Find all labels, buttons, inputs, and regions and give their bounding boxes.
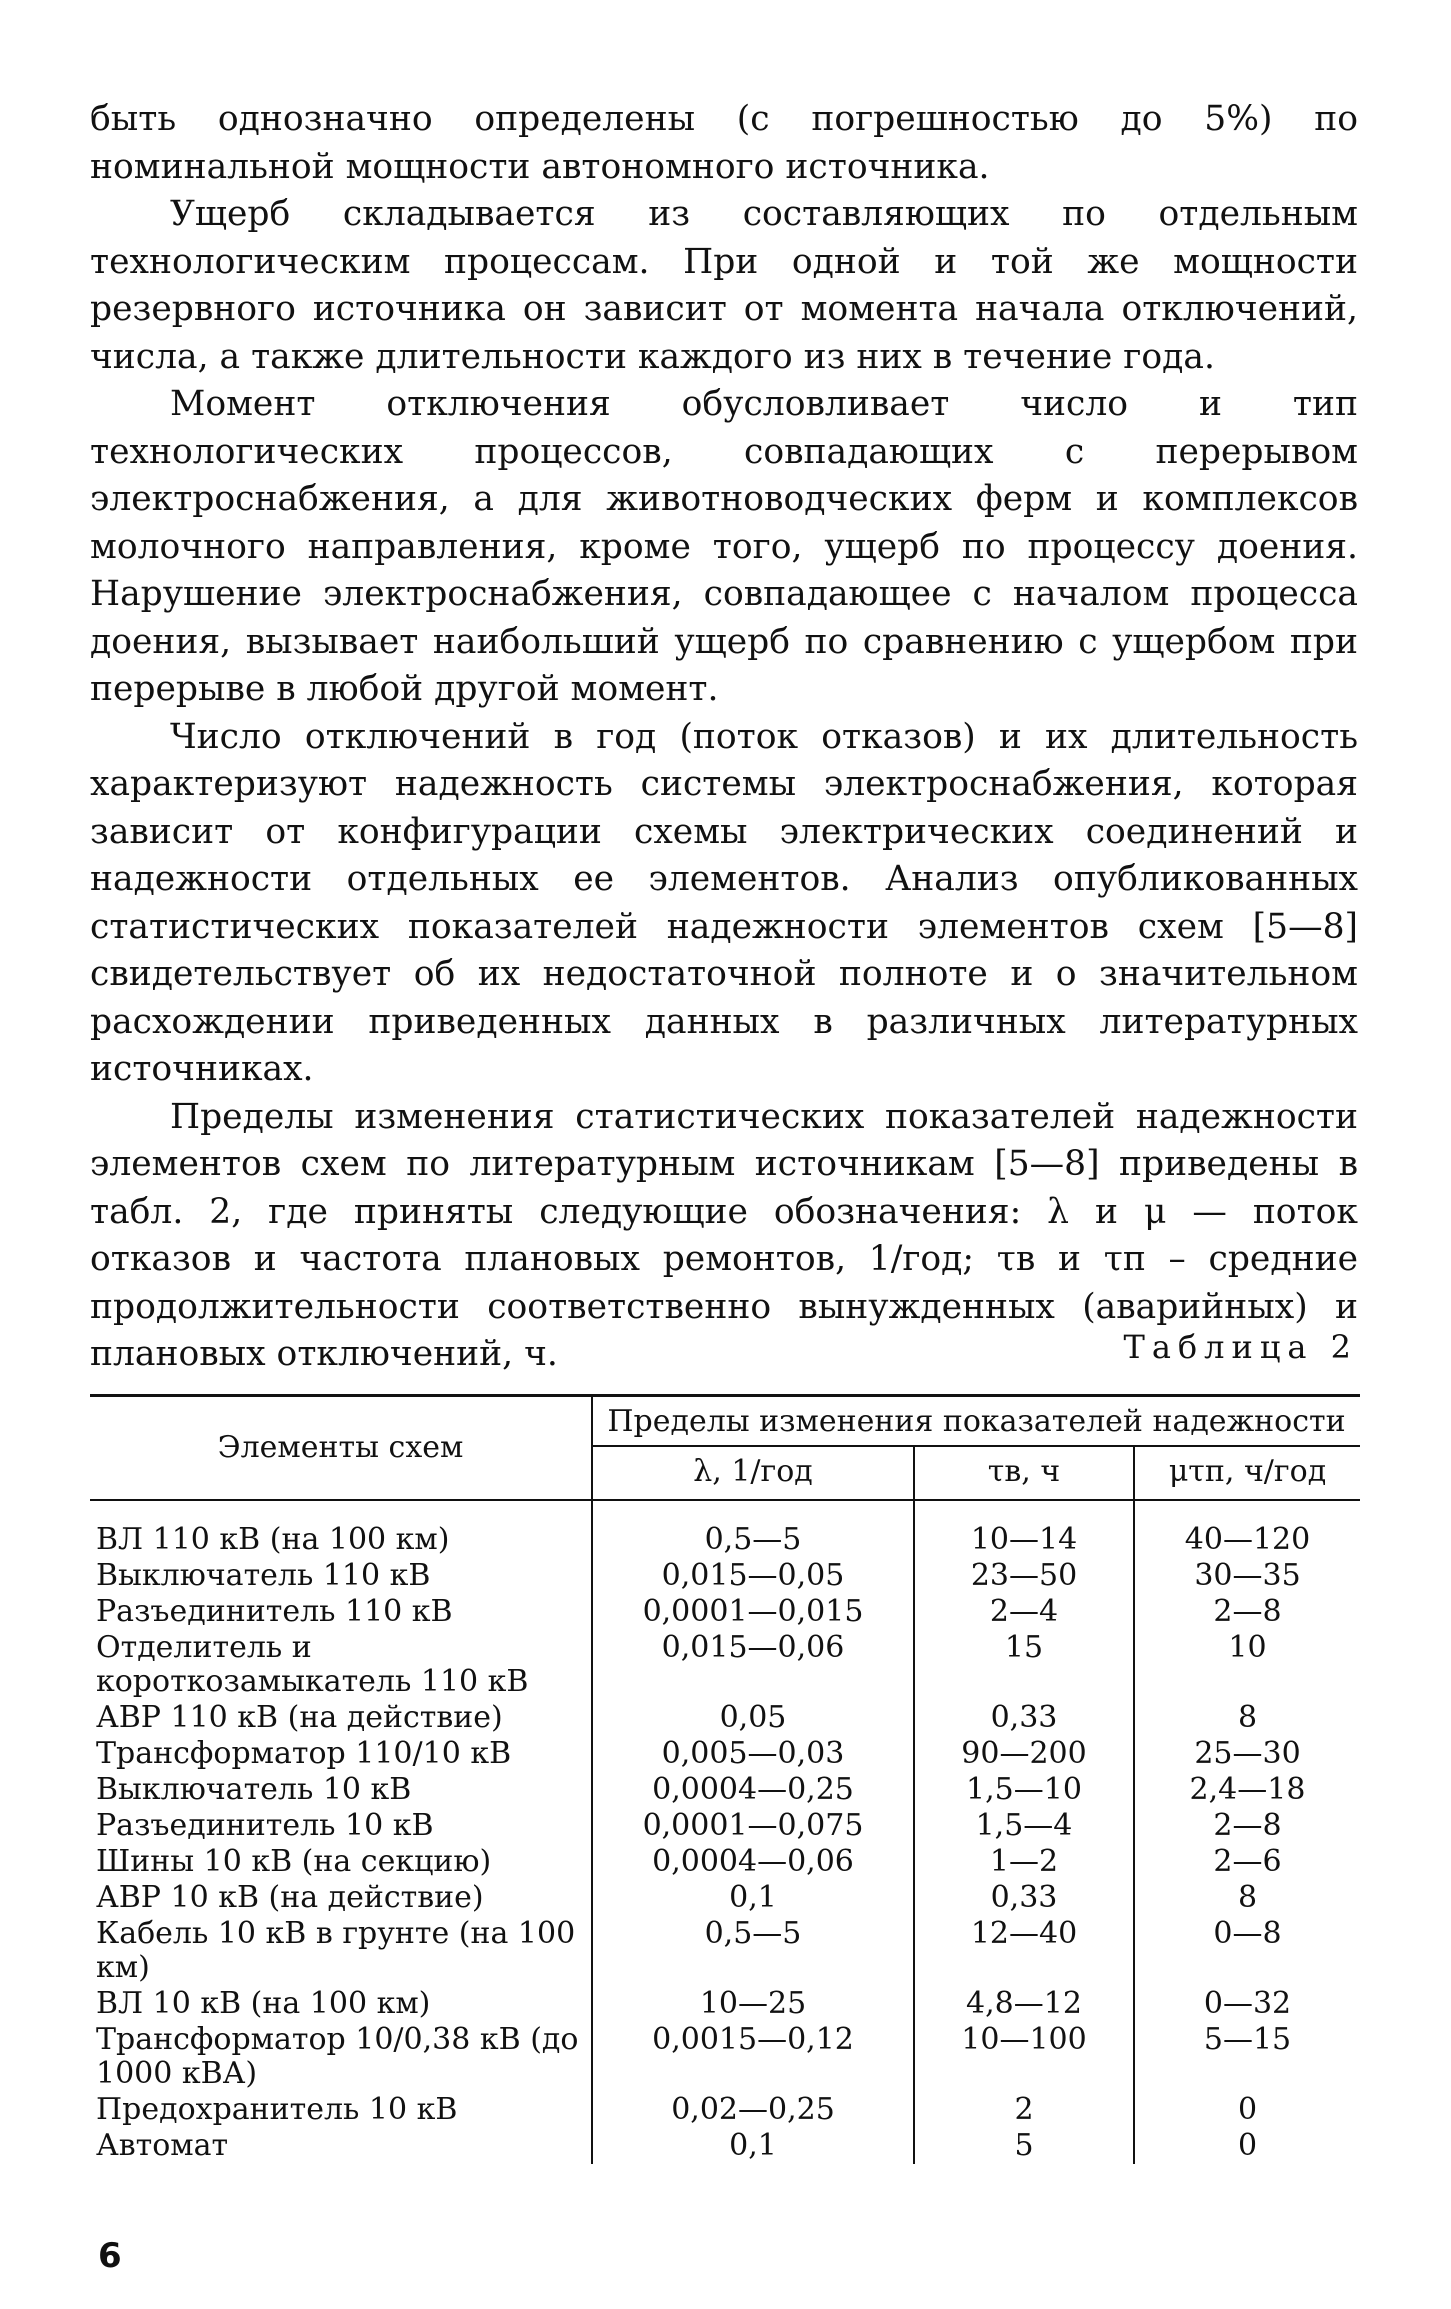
row-mu-tau: 0—8 [1134,1916,1360,1986]
table-row [90,1630,1360,1700]
row-mu-tau: 2—6 [1134,1844,1360,1880]
row-name: Автомат [96,2128,229,2163]
row-mu-tau: 40—120 [1134,1522,1360,1558]
row-tau-v: 0,33 [914,1880,1134,1916]
paragraph-3: Момент отключения обусловливает число и тип технологических процессов, совпадающих с перерывом электроснабжения, а для животноводческих ферм и комплексов молочного направления, кроме того, ущерб по процессу доения. Нарушение электроснабжения, совпадающее с началом процесса доения, вызывает наибольший ущерб по сравнению с ущербом при перерыве в любой другой момент. [90,384,1358,709]
row-lambda: 0,015—0,05 [592,1558,914,1594]
paragraph-1: быть однозначно определены (с погрешностью до 5%) по номинальной мощности автономного источника. [90,99,1358,187]
row-lambda: 0,0004—0,06 [592,1844,914,1880]
row-lambda: 0,005—0,03 [592,1736,914,1772]
row-name: Предохранитель 10 кВ [96,2092,458,2127]
row-name: Кабель 10 кВ в грунте (на 100 км) [96,1916,576,1985]
table-caption: Таблица 2 [1123,1328,1358,1366]
table-row [90,1880,1360,1916]
row-lambda: 10—25 [592,1986,914,2022]
header-mu-tau: μτп, ч/год [1134,1446,1360,1500]
row-name: АВР 10 кВ (на действие) [96,1880,484,1915]
table-row [90,1916,1360,1986]
table-row [90,2128,1360,2164]
paragraph-2: Ущерб складывается из составляющих по отдельным технологическим процессам. При одной и той же мощности резервного источника он зависит от момента начала отключений, числа, а также длительности каждого из них в течение года. [90,194,1358,377]
table-row [90,1700,1360,1736]
header-tau-v: τв, ч [914,1446,1134,1500]
row-name: АВР 110 кВ (на действие) [96,1700,503,1735]
row-tau-v: 10—14 [914,1522,1134,1558]
row-name: Трансформатор 110/10 кВ [96,1736,512,1771]
table-row [90,2092,1360,2128]
row-name: Разъединитель 110 кВ [96,1594,453,1629]
header-group: Пределы изменения показателей надежности [592,1396,1360,1447]
table-row [90,1594,1360,1630]
row-mu-tau: 0 [1134,2092,1360,2128]
row-name: Отделитель и короткозамыкатель 110 кВ [96,1630,529,1699]
table-row [90,1522,1360,1558]
row-lambda: 0,1 [592,1880,914,1916]
row-lambda: 0,0001—0,075 [592,1808,914,1844]
row-name: ВЛ 110 кВ (на 100 км) [96,1522,450,1557]
row-tau-v: 1,5—10 [914,1772,1134,1808]
row-mu-tau: 5—15 [1134,2022,1360,2092]
row-tau-v: 15 [914,1630,1134,1700]
table-row [90,1558,1360,1594]
row-mu-tau: 2—8 [1134,1808,1360,1844]
row-tau-v: 1,5—4 [914,1808,1134,1844]
body-text [90,96,1358,1379]
row-lambda: 0,5—5 [592,1916,914,1986]
reliability-table [90,1394,1360,2164]
row-lambda: 0,0001—0,015 [592,1594,914,1630]
table-row [90,2022,1360,2092]
row-lambda: 0,05 [592,1700,914,1736]
row-name: Выключатель 110 кВ [96,1558,431,1593]
row-mu-tau: 2—8 [1134,1594,1360,1630]
row-name: Трансформатор 10/0,38 кВ (до 1000 кВА) [96,2022,579,2091]
row-tau-v: 5 [914,2128,1134,2164]
table-row [90,1736,1360,1772]
row-mu-tau: 30—35 [1134,1558,1360,1594]
paragraph-4: Число отключений в год (поток отказов) и их длительность характеризуют надежность системы электроснабжения, которая зависит от конфигурации схемы электрических соединений и надежности отдельных ее элементов. Анализ опубликованных статистических показателей надежности элементов схем [5—8] свидетельствует об их недостаточной полноте и о значительном расхождении приведенных данных в различных литературных источниках. [90,716,1358,1089]
page-number: 6 [98,2236,122,2276]
row-mu-tau: 25—30 [1134,1736,1360,1772]
row-lambda: 0,0015—0,12 [592,2022,914,2092]
row-lambda: 0,1 [592,2128,914,2164]
table-row [90,1808,1360,1844]
row-mu-tau: 8 [1134,1700,1360,1736]
row-tau-v: 10—100 [914,2022,1134,2092]
row-tau-v: 12—40 [914,1916,1134,1986]
row-lambda: 0,015—0,06 [592,1630,914,1700]
row-tau-v: 2 [914,2092,1134,2128]
row-tau-v: 2—4 [914,1594,1134,1630]
row-lambda: 0,5—5 [592,1522,914,1558]
row-lambda: 0,0004—0,25 [592,1772,914,1808]
paragraph-5: Пределы изменения статистических показателей надежности элементов схем по литературным источникам [5—8] приведены в табл. 2, где приняты следующие обозначения: λ и μ — поток отказов и частота плановых ремонтов, 1/год; τв и τп – средние продолжительности соответственно вынужденных (аварийных) и плановых отключений, ч. [90,1096,1358,1374]
table-row [90,1772,1360,1808]
row-name: Шины 10 кВ (на секцию) [96,1844,492,1879]
row-name: Разъединитель 10 кВ [96,1808,434,1843]
row-tau-v: 23—50 [914,1558,1134,1594]
row-name: Выключатель 10 кВ [96,1772,412,1807]
header-elements: Элементы схем [90,1396,592,1501]
row-tau-v: 1—2 [914,1844,1134,1880]
row-name: ВЛ 10 кВ (на 100 км) [96,1986,431,2021]
row-tau-v: 0,33 [914,1700,1134,1736]
row-mu-tau: 2,4—18 [1134,1772,1360,1808]
row-lambda: 0,02—0,25 [592,2092,914,2128]
row-mu-tau: 8 [1134,1880,1360,1916]
header-lambda: λ, 1/год [592,1446,914,1500]
row-mu-tau: 10 [1134,1630,1360,1700]
row-mu-tau: 0 [1134,2128,1360,2164]
row-mu-tau: 0—32 [1134,1986,1360,2022]
row-tau-v: 90—200 [914,1736,1134,1772]
row-tau-v: 4,8—12 [914,1986,1134,2022]
table-row [90,1844,1360,1880]
table-row [90,1986,1360,2022]
